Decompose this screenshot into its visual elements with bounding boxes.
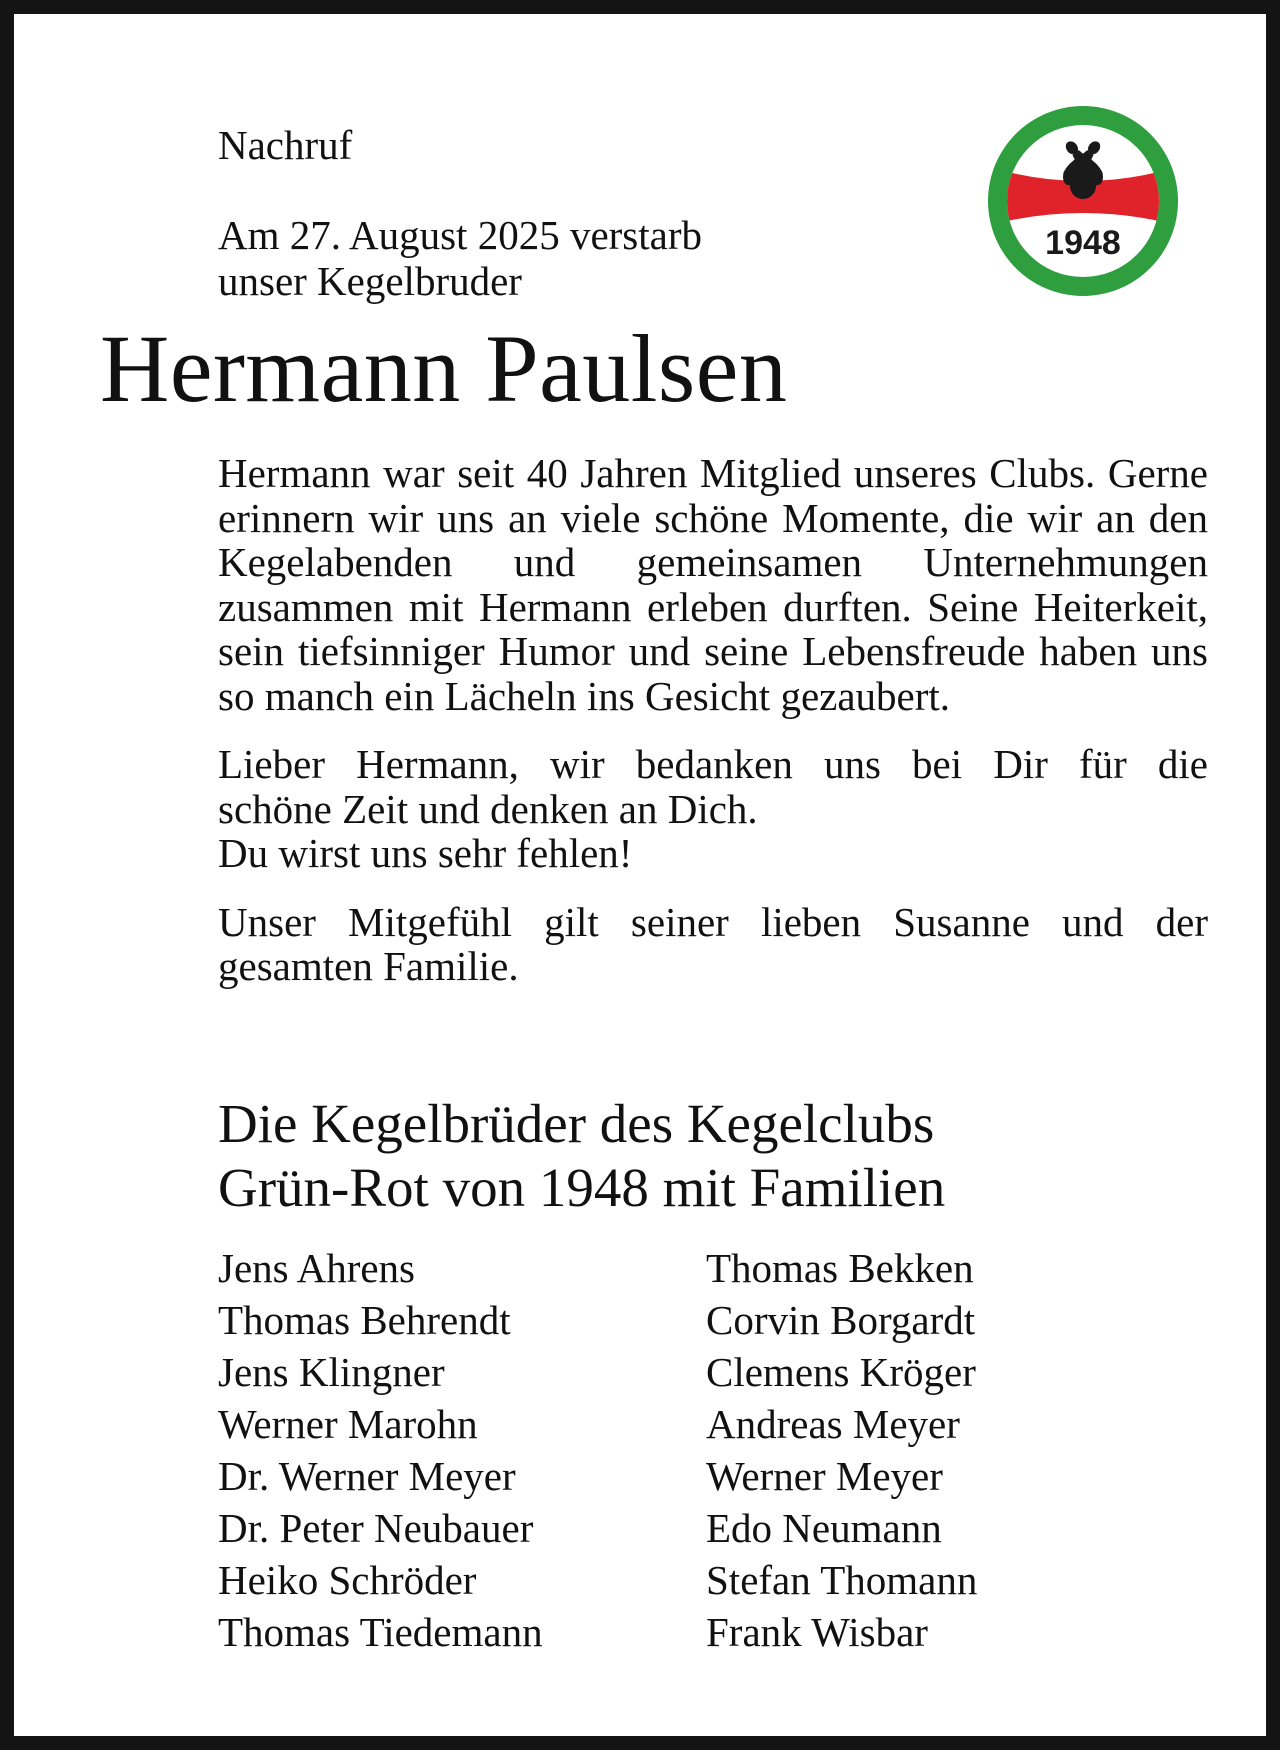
- body-paragraph-1: Hermann war seit 40 Jahren Mitglied unseres Clubs. Gerne erinnern wir uns an viele schöne Momente, die wir an den Kegelabenden und gemeinsamen Unternehmungen zusammen mit Hermann erleben durften. Seine Heiterkeit, sein tiefsinniger Humor und seine Lebensfreude haben uns so manch ein Lächeln ins Gesicht gezaubert.: [218, 450, 1208, 719]
- notice-heading: Nachruf: [218, 122, 353, 168]
- deceased-name: Hermann Paulsen: [100, 315, 788, 422]
- member-name: Werner Marohn: [218, 1401, 478, 1447]
- member-name: Dr. Werner Meyer: [218, 1453, 516, 1499]
- notice-intro: [218, 212, 702, 304]
- member-list-right: [706, 1242, 977, 1658]
- club-emblem-icon: [986, 104, 1180, 298]
- member-list-left: [218, 1242, 543, 1658]
- member-name: Jens Klingner: [218, 1349, 445, 1395]
- body-paragraph-2-line-3: Du wirst uns sehr fehlen!: [218, 830, 633, 876]
- obituary-body: [218, 451, 1208, 989]
- intro-line-1: Am 27. August 2025 verstarb: [218, 212, 702, 258]
- body-paragraph-2-line-2: schöne Zeit und denken an Dich.: [218, 785, 758, 832]
- member-name: Stefan Thomann: [706, 1557, 978, 1603]
- member-name: Corvin Borgardt: [706, 1297, 976, 1343]
- member-name: Dr. Peter Neubauer: [218, 1505, 534, 1551]
- member-name: Frank Wisbar: [706, 1609, 928, 1655]
- member-name: Andreas Meyer: [706, 1401, 960, 1447]
- member-name: Clemens Kröger: [706, 1349, 976, 1395]
- club-logo: [986, 104, 1180, 298]
- signature-line-2: Grün-Rot von 1948 mit Familien: [218, 1157, 946, 1218]
- body-paragraph-3: Unser Mitgefühl gilt seiner lieben Susanne und der gesamten Familie.: [218, 898, 1208, 989]
- bowling-ball-icon: [1070, 173, 1096, 199]
- body-paragraph-2-line-1: Lieber Hermann, wir bedanken uns bei Dir für die: [218, 741, 1208, 787]
- emblem-year: 1948: [1045, 224, 1121, 262]
- club-signature: [218, 1092, 945, 1220]
- signature-line-1: Die Kegelbrüder des Kegelclubs: [218, 1093, 935, 1154]
- body-paragraph-2: [218, 742, 1208, 876]
- intro-line-2: unser Kegelbruder: [218, 258, 522, 304]
- member-name: Thomas Behrendt: [218, 1297, 511, 1343]
- member-name: Jens Ahrens: [218, 1245, 416, 1291]
- member-name: Thomas Bekken: [706, 1245, 974, 1291]
- member-name: Thomas Tiedemann: [218, 1609, 543, 1655]
- member-name: Heiko Schröder: [218, 1557, 477, 1603]
- member-name: Edo Neumann: [706, 1505, 942, 1551]
- member-name: Werner Meyer: [706, 1453, 943, 1499]
